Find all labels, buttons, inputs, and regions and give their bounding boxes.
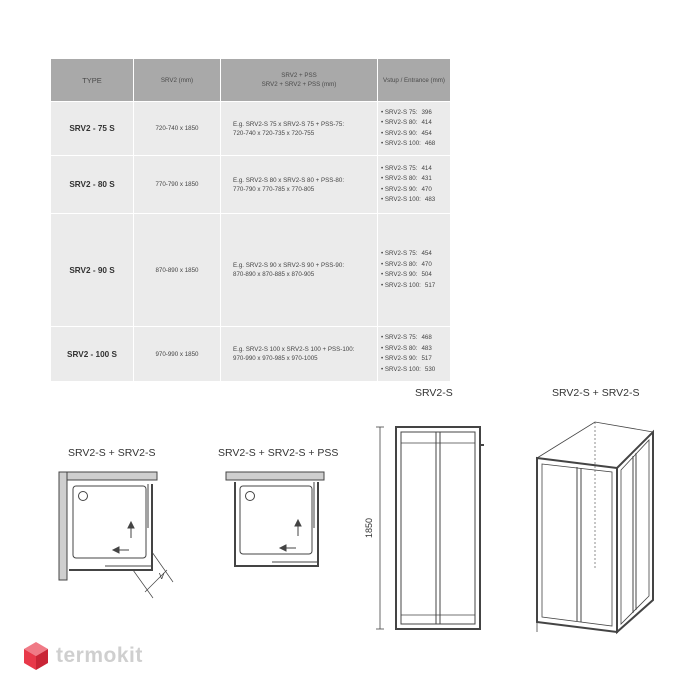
table-row: [51, 214, 451, 327]
header-combo: [221, 59, 378, 102]
entrance-item: [381, 108, 450, 119]
entrance-value: 530: [424, 365, 436, 373]
row-example: [221, 214, 378, 327]
entrance-label: • SRV2-S 75:: [381, 108, 418, 116]
wall-top: [226, 472, 324, 480]
header-type: TYPE: [51, 59, 134, 102]
row-example-line1: E.g. SRV2-S 75 x SRV2-S 75 + PSS-75:: [233, 120, 345, 128]
header-entrance: Vstup / Entrance (mm): [378, 59, 451, 102]
plan-corner-label: SRV2-S + SRV2-S: [68, 447, 156, 459]
entrance-label: • SRV2-S 80:: [381, 175, 418, 182]
entrance-item: [381, 354, 450, 365]
entrance-value: 517: [421, 355, 432, 362]
entrance-value: 504: [421, 271, 432, 278]
row-type: SRV2 - 75 S: [51, 102, 134, 156]
row-example-line1: E.g. SRV2-S 100 x SRV2-S 100 + PSS-100:: [233, 346, 355, 353]
shower-tray: [240, 486, 312, 554]
entrance-label: • SRV2-S 90:: [381, 185, 418, 193]
entrance-dimension-label: V: [159, 572, 165, 581]
entrance-label: • SRV2-S 80:: [381, 260, 418, 268]
elevation-drawing: [360, 415, 500, 640]
row-entrances: [378, 102, 451, 156]
side-panel: [617, 432, 653, 632]
entrance-item: [381, 118, 450, 129]
dimension-line: [133, 570, 153, 598]
plan-pss-drawing: [222, 468, 332, 588]
enclosure-outline: [235, 482, 318, 566]
entrance-label: • SRV2-S 80:: [381, 344, 418, 352]
wall-top: [59, 472, 157, 480]
door-frame: [396, 427, 480, 629]
entrance-label: • SRV2-S 80:: [381, 119, 418, 126]
row-type: SRV2 - 90 S: [51, 214, 134, 327]
row-example-line2: 870-890 x 870-885 x 870-905: [233, 271, 315, 278]
row-type: SRV2 - 80 S: [51, 156, 134, 214]
row-example: [221, 327, 378, 382]
header-combo-line2: SRV2 + SRV2 + PSS (mm): [261, 81, 337, 88]
entrance-label: • SRV2-S 100:: [381, 140, 421, 147]
entrance-item: [381, 249, 450, 260]
drain-icon: [246, 492, 255, 501]
header-size: SRV2 (mm): [134, 59, 221, 102]
row-entrances: [378, 327, 451, 382]
header-combo-line1: SRV2 + PSS: [281, 72, 317, 79]
entrance-value: 483: [421, 344, 432, 352]
entrance-item: [381, 164, 450, 175]
entrance-label: • SRV2-S 100:: [381, 281, 421, 289]
entrance-item: [381, 139, 450, 150]
entrance-value: 470: [421, 185, 432, 193]
height-dimension-label: 1850: [364, 517, 374, 539]
table-row: [51, 327, 451, 382]
row-example: [221, 156, 378, 214]
row-size: 770-790 x 1850: [134, 156, 221, 214]
drain-icon: [79, 492, 88, 501]
entrance-label: • SRV2-S 100:: [381, 365, 421, 373]
entrance-value: 468: [421, 334, 432, 341]
entrance-value: 431: [421, 175, 432, 182]
entrance-value: 470: [421, 260, 432, 268]
entrance-item: [381, 281, 450, 292]
left-arrow-icon: [113, 547, 119, 553]
row-example: [221, 102, 378, 156]
cube-logo-icon: [22, 640, 50, 672]
logo-text: termokit: [56, 644, 143, 667]
entrance-item: [381, 344, 450, 355]
table-header-row: [51, 59, 451, 102]
table-row: [51, 102, 451, 156]
wall-left: [59, 472, 67, 580]
row-size: 970-990 x 1850: [134, 327, 221, 382]
entrance-label: • SRV2-S 90:: [381, 271, 418, 278]
entrance-value: 454: [421, 129, 432, 137]
entrance-label: • SRV2-S 75:: [381, 250, 418, 257]
entrance-value: 396: [421, 108, 432, 116]
entrance-value: 468: [424, 140, 436, 147]
entrance-item: [381, 260, 450, 271]
entrance-item: [381, 195, 450, 206]
left-arrow-icon: [280, 545, 286, 551]
entrance-item: [381, 185, 450, 196]
entrance-value: 483: [424, 196, 436, 203]
perspective-label: SRV2-S + SRV2-S: [552, 387, 640, 399]
row-size: 870-890 x 1850: [134, 214, 221, 327]
row-example-line2: 720-740 x 720-735 x 720-755: [233, 129, 315, 137]
shower-tray: [73, 486, 146, 558]
row-entrances: [378, 156, 451, 214]
up-arrow-icon: [295, 520, 301, 526]
row-example-line2: 770-790 x 770-785 x 770-805: [233, 185, 315, 193]
entrance-value: 454: [421, 250, 432, 257]
elevation-label: SRV2-S: [415, 387, 453, 399]
row-example-line1: E.g. SRV2-S 90 x SRV2-S 90 + PSS-90:: [233, 262, 345, 269]
side-panel-inner: [621, 440, 649, 624]
perspective-drawing: [525, 410, 665, 640]
entrance-item: [381, 333, 450, 344]
row-entrances: [378, 214, 451, 327]
entrance-item: [381, 174, 450, 185]
door-inner-frame: [401, 432, 475, 624]
entrance-item: [381, 270, 450, 281]
entrance-value: 414: [421, 119, 432, 126]
entrance-label: • SRV2-S 90:: [381, 355, 418, 362]
entrance-label: • SRV2-S 75:: [381, 334, 418, 341]
termokit-logo: [22, 636, 143, 676]
row-type: SRV2 - 100 S: [51, 327, 134, 382]
row-example-line2: 970-990 x 970-985 x 970-1005: [233, 355, 318, 362]
enclosure-outline: [69, 484, 152, 570]
entrance-label: • SRV2-S 90:: [381, 129, 418, 137]
spec-table: [50, 58, 451, 382]
plan-corner-drawing: [55, 468, 185, 608]
entrance-label: • SRV2-S 75:: [381, 164, 418, 172]
plan-pss-label: SRV2-S + SRV2-S + PSS: [218, 447, 339, 459]
row-size: 720-740 x 1850: [134, 102, 221, 156]
entrance-item: [381, 129, 450, 140]
table-row: [51, 156, 451, 214]
up-arrow-icon: [128, 522, 134, 528]
entrance-value: 517: [424, 281, 436, 289]
entrance-item: [381, 365, 450, 376]
row-example-line1: E.g. SRV2-S 80 x SRV2-S 80 + PSS-80:: [233, 176, 345, 184]
entrance-value: 414: [421, 164, 432, 172]
entrance-label: • SRV2-S 100:: [381, 196, 421, 203]
